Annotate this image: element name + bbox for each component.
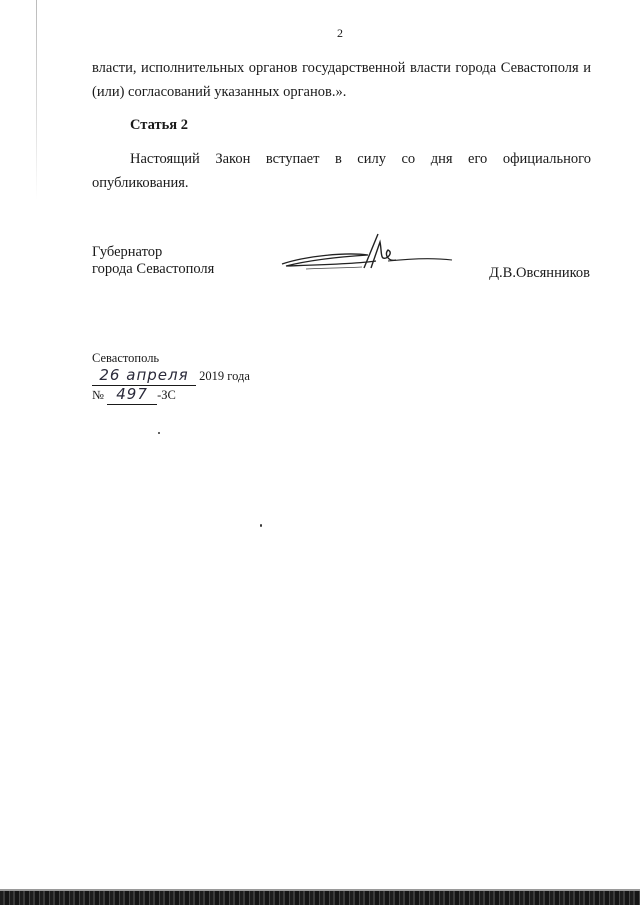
issue-year: 2019 года [199,369,250,383]
scan-edge-left [36,0,37,200]
scan-bottom-edge [0,891,640,905]
paragraph-line: опубликования. [92,175,189,191]
signer-title-line: города Севастополя [92,261,215,277]
handwritten-signature [276,228,456,278]
signer-title [92,244,214,278]
number-field [107,386,157,405]
handwritten-number: 497 [116,385,148,403]
law-paragraph-effective-date [92,147,591,195]
issue-details [92,350,250,405]
date-field [92,367,196,386]
page-number: 2 [337,26,343,40]
paragraph-line: Настоящий Закон вступает в силу со дня его официального [130,151,591,167]
scan-speck [158,432,160,434]
handwritten-date: 26 апреля [99,366,189,384]
scan-speck [260,524,262,527]
issue-city: Севастополь [92,351,160,365]
signer-title-line: Губернатор [92,244,163,260]
issue-number-line [92,386,250,405]
issue-date-line [92,367,250,386]
article-title: Статья 2 [130,117,188,133]
number-sign: № [92,388,104,402]
signer-name: Д.В.Овсянников [489,265,590,281]
law-paragraph-continuation: власти, исполнительных органов государственной власти города Севастополя и (или) согласований указанных органов.». [92,60,591,100]
number-suffix: -ЗС [157,388,176,402]
